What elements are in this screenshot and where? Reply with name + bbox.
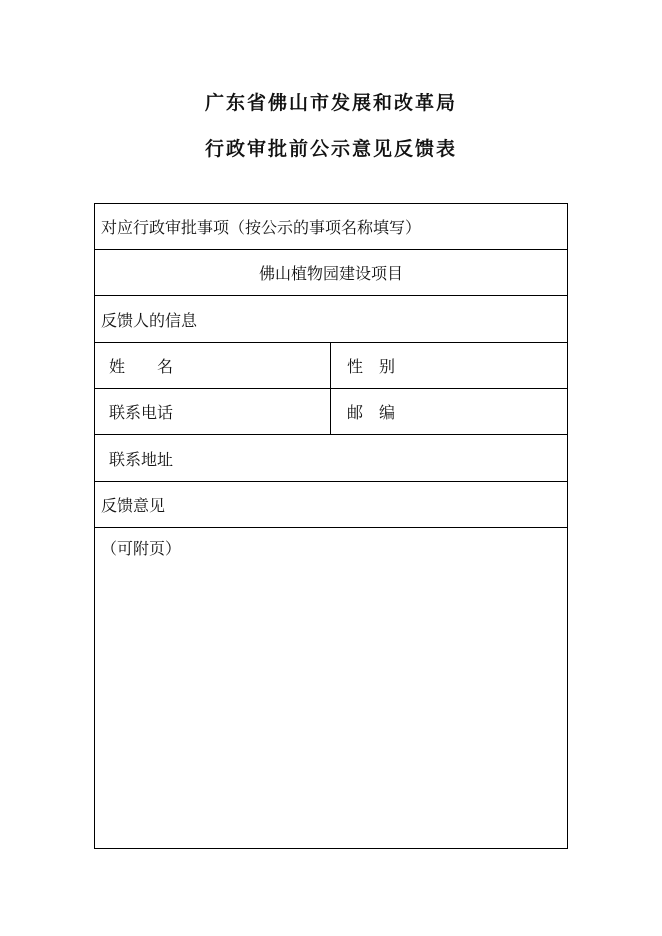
document-subtitle: 行政审批前公示意见反馈表 <box>204 138 457 160</box>
feedback-form-table <box>94 203 568 849</box>
opinion-row <box>95 482 567 528</box>
phone-postcode-row <box>95 389 567 435</box>
feedback-person-label: 反馈人的信息 <box>101 310 198 330</box>
address-field[interactable]: 联系地址 <box>109 449 174 469</box>
approval-item-label: 对应行政审批事项（按公示的事项名称填写） <box>101 218 422 237</box>
postcode-field[interactable]: 邮 编 <box>347 403 396 422</box>
opinion-textarea[interactable] <box>95 528 567 848</box>
opinion-label: 反馈意见 <box>101 496 166 515</box>
approval-item-value-row <box>95 250 567 296</box>
approval-item-row <box>95 204 567 250</box>
approval-item-value: 佛山植物园建设项目 <box>258 264 403 283</box>
feedback-person-row <box>95 296 567 343</box>
phone-field[interactable]: 联系电话 <box>95 389 331 434</box>
opinion-content-row <box>95 528 567 848</box>
name-field[interactable]: 姓 名 <box>95 343 331 388</box>
attachment-note: （可附页） <box>101 539 182 558</box>
document-title: 广东省佛山市发展和改革局 <box>204 92 457 114</box>
gender-field[interactable]: 性 别 <box>347 357 396 376</box>
address-row <box>95 435 567 482</box>
name-gender-row <box>95 343 567 389</box>
